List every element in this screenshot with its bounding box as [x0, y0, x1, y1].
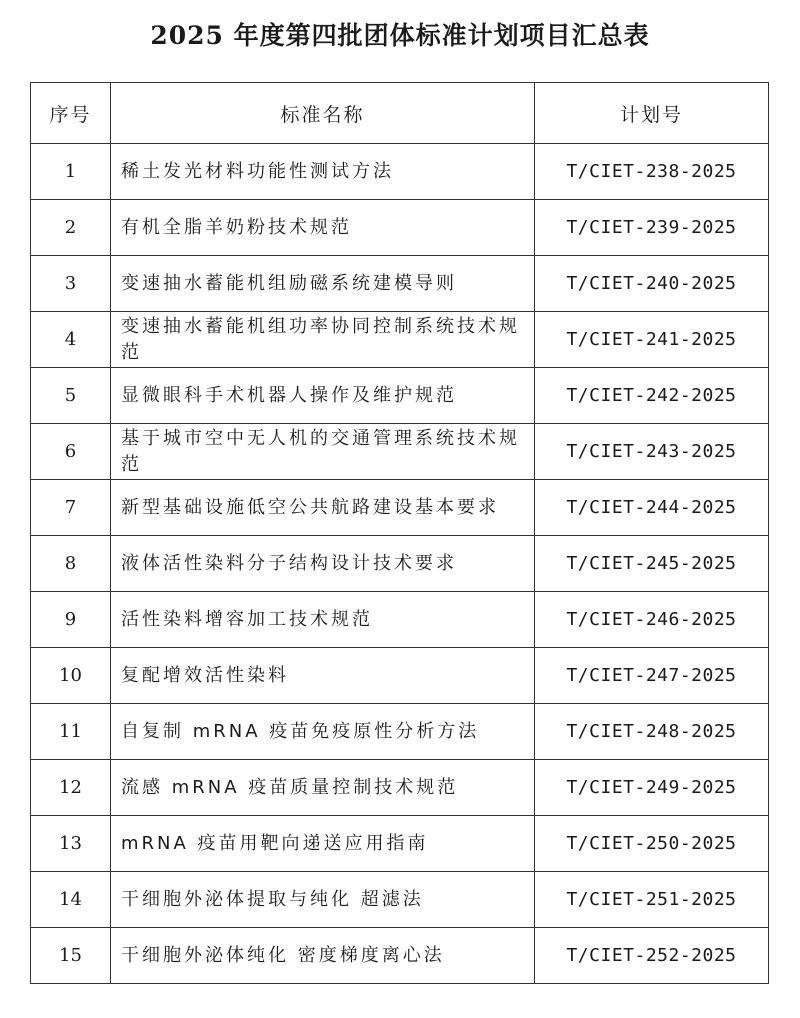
table-row [31, 144, 769, 200]
row-number: 7 [31, 480, 111, 536]
plan-code: T/CIET-242-2025 [535, 368, 769, 424]
standard-name: 有机全脂羊奶粉技术规范 [111, 200, 535, 256]
table-row [31, 928, 769, 984]
row-number: 1 [31, 144, 111, 200]
column-header-code: 计划号 [535, 83, 769, 144]
standard-name: 显微眼科手术机器人操作及维护规范 [111, 368, 535, 424]
standard-name: 自复制 mRNA 疫苗免疫原性分析方法 [111, 704, 535, 760]
plan-code: T/CIET-244-2025 [535, 480, 769, 536]
row-number: 10 [31, 648, 111, 704]
standard-name: 变速抽水蓄能机组励磁系统建模导则 [111, 256, 535, 312]
plan-code: T/CIET-248-2025 [535, 704, 769, 760]
row-number: 15 [31, 928, 111, 984]
standard-name: mRNA 疫苗用靶向递送应用指南 [111, 816, 535, 872]
table-row [31, 760, 769, 816]
row-number: 13 [31, 816, 111, 872]
plan-code: T/CIET-241-2025 [535, 312, 769, 368]
plan-code: T/CIET-238-2025 [535, 144, 769, 200]
standard-name: 干细胞外泌体纯化 密度梯度离心法 [111, 928, 535, 984]
row-number: 14 [31, 872, 111, 928]
row-number: 6 [31, 424, 111, 480]
table-row [31, 592, 769, 648]
column-header-name: 标准名称 [111, 83, 535, 144]
table-row [31, 872, 769, 928]
standard-name: 液体活性染料分子结构设计技术要求 [111, 536, 535, 592]
row-number: 3 [31, 256, 111, 312]
standard-name: 复配增效活性染料 [111, 648, 535, 704]
standard-name: 变速抽水蓄能机组功率协同控制系统技术规范 [111, 312, 535, 368]
row-number: 2 [31, 200, 111, 256]
table-row [31, 648, 769, 704]
plan-code: T/CIET-243-2025 [535, 424, 769, 480]
standard-name: 新型基础设施低空公共航路建设基本要求 [111, 480, 535, 536]
standard-name: 基于城市空中无人机的交通管理系统技术规范 [111, 424, 535, 480]
row-number: 5 [31, 368, 111, 424]
table-row [31, 704, 769, 760]
page-title: 2025 年度第四批团体标准计划项目汇总表 [150, 21, 650, 50]
row-number: 8 [31, 536, 111, 592]
table-row [31, 424, 769, 480]
standard-name: 活性染料增容加工技术规范 [111, 592, 535, 648]
table-row [31, 256, 769, 312]
plan-code: T/CIET-246-2025 [535, 592, 769, 648]
plan-code: T/CIET-251-2025 [535, 872, 769, 928]
standard-name: 稀土发光材料功能性测试方法 [111, 144, 535, 200]
plan-code: T/CIET-252-2025 [535, 928, 769, 984]
table-row [31, 368, 769, 424]
table-row [31, 312, 769, 368]
plan-code: T/CIET-239-2025 [535, 200, 769, 256]
row-number: 9 [31, 592, 111, 648]
plan-code: T/CIET-250-2025 [535, 816, 769, 872]
plan-code: T/CIET-245-2025 [535, 536, 769, 592]
table-row [31, 200, 769, 256]
row-number: 12 [31, 760, 111, 816]
standards-plan-table [30, 82, 769, 984]
row-number: 11 [31, 704, 111, 760]
row-number: 4 [31, 312, 111, 368]
standard-name: 干细胞外泌体提取与纯化 超滤法 [111, 872, 535, 928]
column-header-no: 序号 [31, 83, 111, 144]
table-header-row [31, 83, 769, 144]
plan-code: T/CIET-247-2025 [535, 648, 769, 704]
plan-code: T/CIET-240-2025 [535, 256, 769, 312]
standard-name: 流感 mRNA 疫苗质量控制技术规范 [111, 760, 535, 816]
table-row [31, 536, 769, 592]
table-row [31, 816, 769, 872]
plan-code: T/CIET-249-2025 [535, 760, 769, 816]
table-row [31, 480, 769, 536]
